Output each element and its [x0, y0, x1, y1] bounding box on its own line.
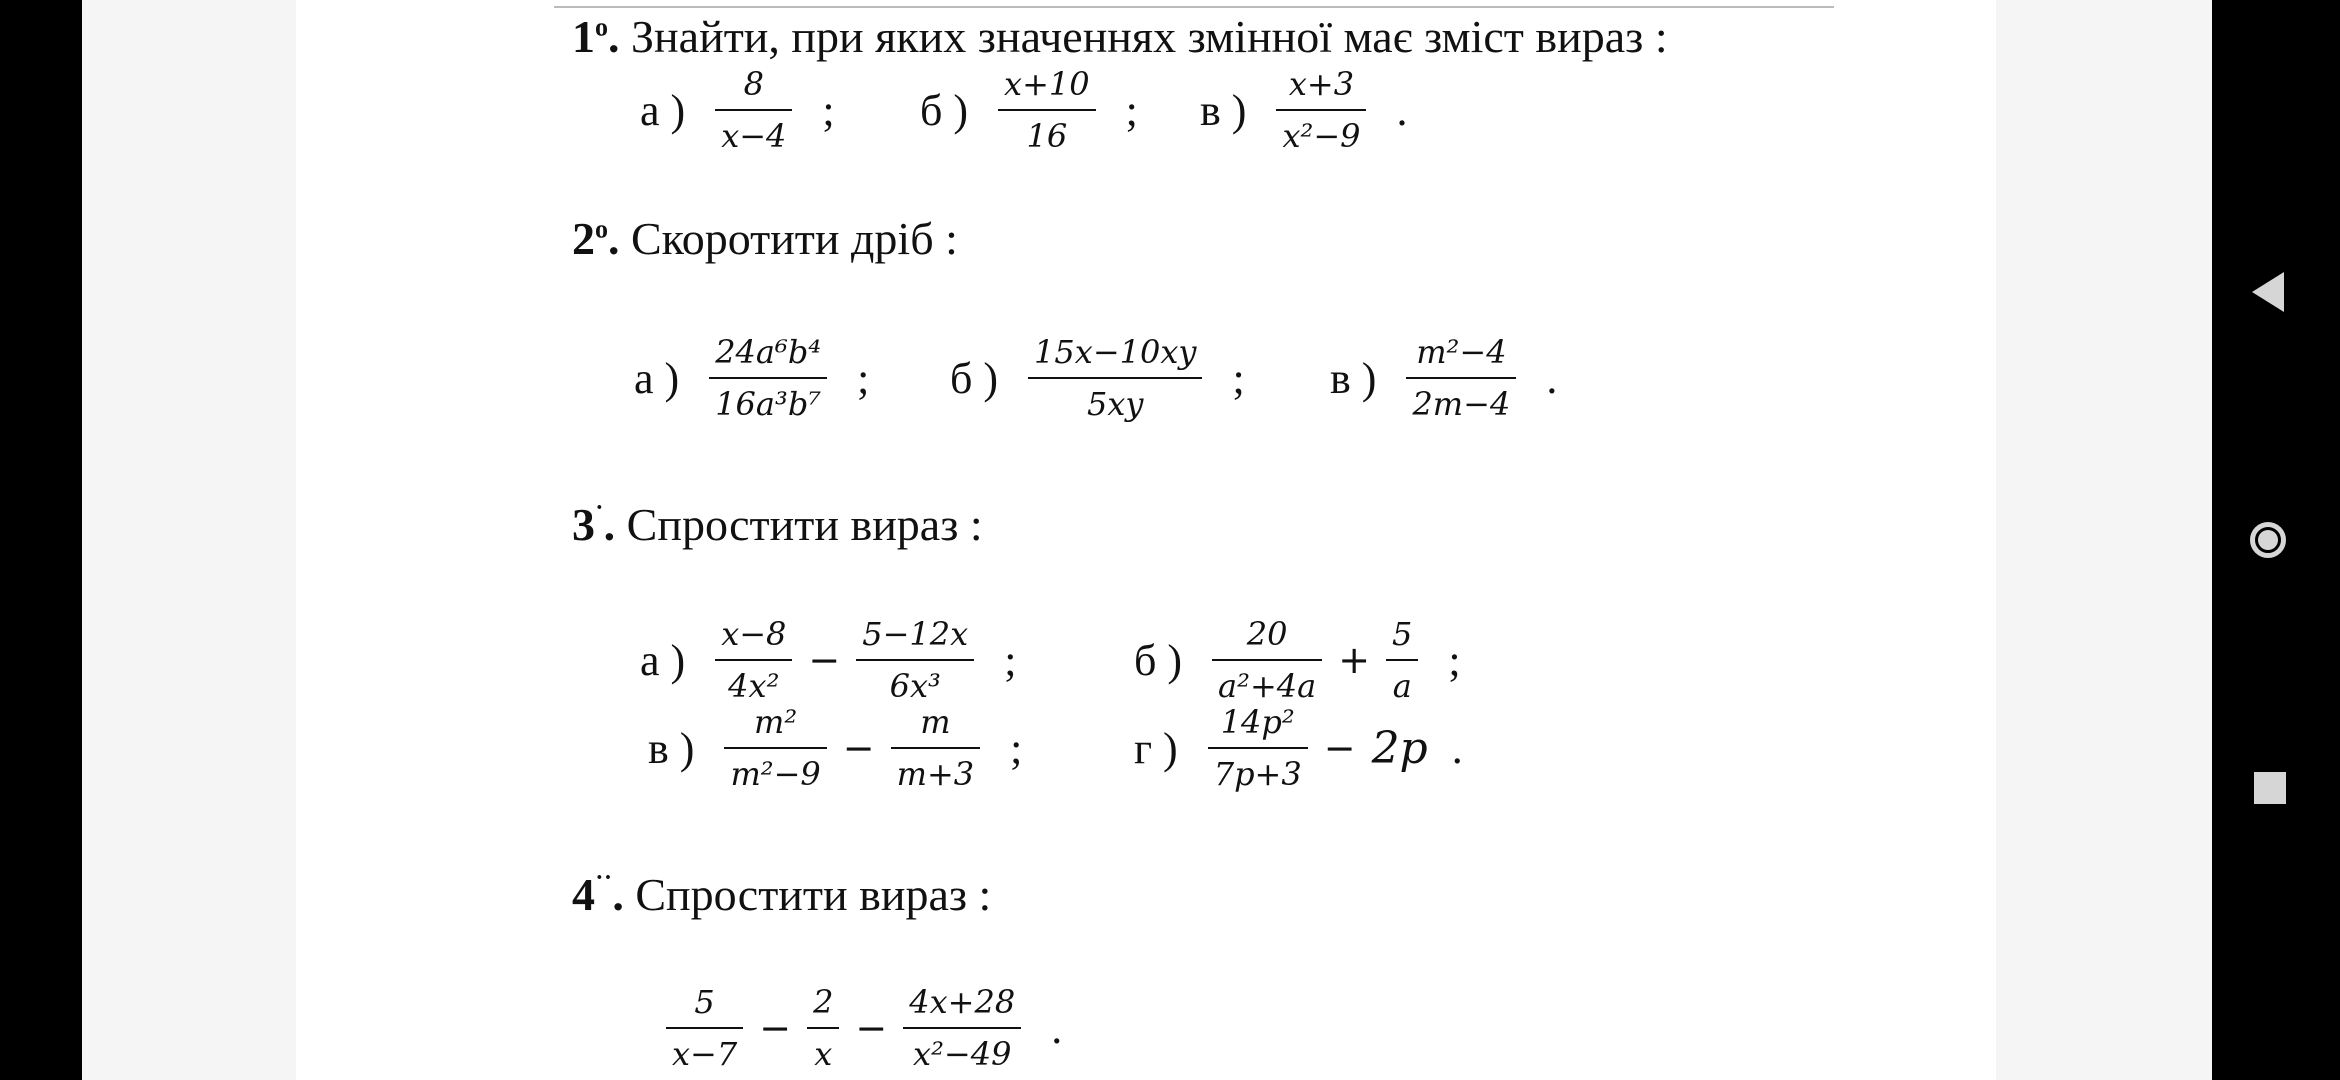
recent-apps-square-icon[interactable] [2254, 772, 2286, 804]
task-number-value: 1 [572, 11, 595, 62]
fraction [1386, 612, 1418, 708]
fraction-bar [715, 659, 792, 661]
task-number-dot: . [612, 869, 624, 920]
task-title: Скоротити дріб : [619, 213, 958, 264]
fraction-numerator: 2 [813, 983, 834, 1021]
task-number-dot: . [603, 499, 616, 550]
item-label: в ) [1330, 353, 1377, 403]
item-terminator: . [1051, 1003, 1063, 1053]
fraction-denominator: 7p+3 [1213, 755, 1302, 793]
item-label: а ) [640, 635, 686, 685]
fraction-bar [709, 377, 827, 379]
task-heading [572, 498, 983, 551]
fraction [1212, 612, 1322, 708]
task-number [572, 869, 624, 920]
item-terminator: ; [1125, 85, 1138, 135]
exercise-item [920, 62, 1138, 158]
fraction [724, 700, 826, 796]
document-page [296, 0, 1996, 1080]
fraction [998, 62, 1096, 158]
fraction-bar [1276, 109, 1366, 111]
task-title: Спростити вираз : [615, 499, 983, 550]
item-terminator: ; [1448, 635, 1461, 685]
fraction-denominator: x²−49 [913, 1035, 1012, 1073]
exercise-item [648, 700, 1022, 796]
task-number-value: 3 [572, 499, 595, 550]
fraction-denominator: x−7 [672, 1035, 738, 1073]
fraction-numerator: m [920, 703, 951, 741]
fraction-numerator: m²−4 [1416, 333, 1507, 371]
fraction-bar [1406, 377, 1516, 379]
fraction [1276, 62, 1366, 158]
item-label: б ) [1134, 635, 1183, 685]
fraction-bar [903, 1027, 1021, 1029]
operator: − [1323, 726, 1356, 770]
item-terminator: ; [1004, 635, 1017, 685]
exercise-item [1134, 612, 1461, 708]
task-number [572, 213, 620, 264]
fraction-denominator: m+3 [896, 755, 975, 793]
fraction [807, 980, 839, 1076]
left-viewer-margin [82, 0, 296, 1080]
fraction [715, 62, 792, 158]
fraction-bar [724, 747, 826, 749]
item-terminator: ; [822, 85, 835, 135]
fraction-numerator: 5 [1392, 615, 1413, 653]
task-difficulty-mark: o [595, 214, 608, 244]
exercise-item [1330, 330, 1557, 426]
fraction-bar [1212, 659, 1322, 661]
term: 2p [1371, 722, 1428, 774]
fraction-numerator: 5−12x [862, 615, 969, 653]
fraction [666, 980, 743, 1076]
fraction-denominator: 5xy [1087, 385, 1144, 423]
task-title: Знайти, при яких значеннях змінної має зміст вираз : [619, 11, 1668, 62]
fraction-bar [856, 659, 974, 661]
fraction-numerator: 5 [694, 983, 715, 1021]
fraction-bar [1208, 747, 1308, 749]
exercise-item [634, 330, 869, 426]
item-terminator: ; [857, 353, 870, 403]
item-terminator: . [1546, 353, 1558, 403]
back-triangle-icon[interactable] [2252, 272, 2284, 312]
item-label: г ) [1134, 723, 1178, 773]
fraction [903, 980, 1021, 1076]
fraction-denominator: 4x² [728, 667, 780, 705]
exercise-item [660, 980, 1062, 1076]
fraction [709, 330, 827, 426]
fraction-bar [998, 109, 1096, 111]
right-viewer-margin [1996, 0, 2212, 1080]
fraction-bar [807, 1027, 839, 1029]
item-label: а ) [640, 85, 686, 135]
exercise-item [1200, 62, 1407, 158]
exercise-item [640, 612, 1016, 708]
page-top-rule [554, 6, 1834, 8]
task-number [572, 499, 615, 550]
fraction-bar [666, 1027, 743, 1029]
fraction [1406, 330, 1516, 426]
task-difficulty-mark: o [595, 12, 608, 42]
item-label: б ) [920, 85, 969, 135]
fraction-bar [715, 109, 792, 111]
fraction-numerator: x+3 [1288, 65, 1355, 103]
fraction-numerator: 20 [1246, 615, 1288, 653]
operator: − [855, 1006, 888, 1050]
fraction-numerator: x−8 [721, 615, 787, 653]
task-heading [572, 212, 958, 265]
item-terminator: . [1451, 723, 1463, 773]
task-number-dot: . [608, 11, 620, 62]
task-number-dot: . [608, 213, 620, 264]
operator: − [759, 1006, 792, 1050]
item-terminator: . [1396, 85, 1408, 135]
task-number-value: 2 [572, 213, 595, 264]
item-label: б ) [950, 353, 999, 403]
fraction-bar [1028, 377, 1202, 379]
item-label: а ) [634, 353, 680, 403]
fraction [891, 700, 981, 796]
item-terminator: ; [1010, 723, 1023, 773]
item-terminator: ; [1232, 353, 1245, 403]
fraction-denominator: 16a³b⁷ [715, 385, 822, 423]
fraction-denominator: 2m−4 [1412, 385, 1511, 423]
exercise-item [640, 62, 835, 158]
fraction-denominator: x [814, 1035, 833, 1073]
task-difficulty-mark: ˙˙ [595, 870, 613, 900]
task-number [572, 11, 620, 62]
exercise-item [950, 330, 1245, 426]
exercise-item [1134, 700, 1463, 796]
task-heading [572, 868, 991, 921]
fraction-numerator: 15x−10xy [1034, 333, 1197, 371]
fraction-numerator: 14p² [1220, 703, 1295, 741]
task-number-value: 4 [572, 869, 595, 920]
fraction [1028, 330, 1202, 426]
fraction [856, 612, 974, 708]
fraction-bar [1386, 659, 1418, 661]
task-heading [572, 10, 1668, 63]
fraction-numerator: 4x+28 [909, 983, 1016, 1021]
fraction-denominator: 6x³ [889, 667, 941, 705]
fraction-numerator: 8 [743, 65, 764, 103]
fraction-bar [891, 747, 981, 749]
fraction-denominator: x−4 [721, 117, 787, 155]
fraction-denominator: m²−9 [730, 755, 821, 793]
fraction-denominator: 16 [1026, 117, 1068, 155]
operator: − [808, 638, 841, 682]
home-circle-icon[interactable] [2250, 522, 2286, 558]
fraction-numerator: x+10 [1004, 65, 1090, 103]
task-title: Спростити вираз : [623, 869, 992, 920]
task-difficulty-mark: ˙ [595, 500, 604, 530]
fraction-numerator: m² [754, 703, 798, 741]
operator: + [1338, 638, 1371, 682]
item-label: в ) [648, 723, 695, 773]
fraction-denominator: x²−9 [1282, 117, 1361, 155]
item-label: в ) [1200, 85, 1247, 135]
fraction [1208, 700, 1308, 796]
operator: − [842, 726, 875, 770]
fraction [715, 612, 792, 708]
fraction-numerator: 24a⁶b⁴ [715, 333, 822, 371]
fraction-denominator: a [1392, 667, 1412, 705]
fraction-denominator: a²+4a [1218, 667, 1317, 705]
